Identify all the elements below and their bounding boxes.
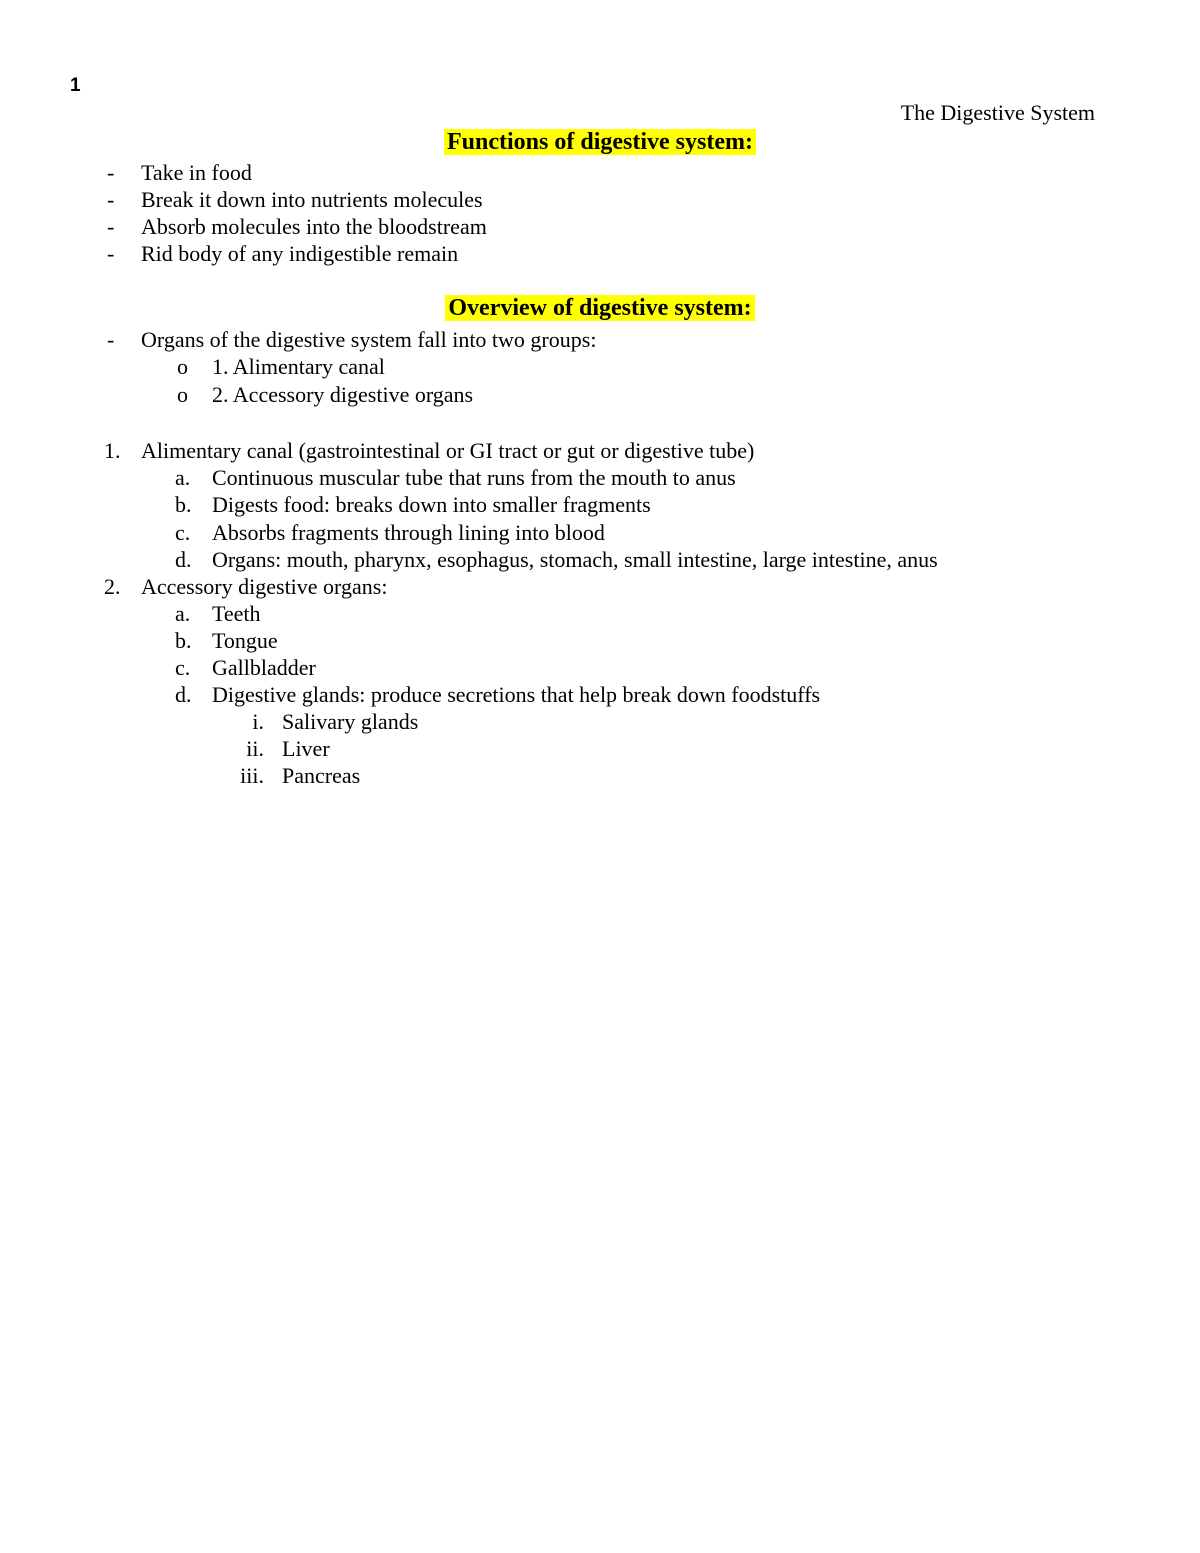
- outline-letter: c.: [175, 655, 191, 680]
- bullet-marker: -: [107, 187, 115, 212]
- outline-subitem: Absorbs fragments through lining into blood: [212, 520, 605, 545]
- functions-item: Absorb molecules into the bloodstream: [141, 214, 487, 239]
- running-title: The Digestive System: [900, 100, 1095, 125]
- bullet-marker: -: [107, 327, 115, 352]
- outline-subsubitem: Salivary glands: [282, 709, 419, 734]
- sub-bullet-marker: o: [177, 382, 188, 407]
- functions-item: Break it down into nutrients molecules: [141, 187, 483, 212]
- bullet-marker: -: [107, 160, 115, 185]
- outline-subsubitem: Pancreas: [282, 763, 361, 788]
- overview-intro: Organs of the digestive system fall into two groups:: [141, 327, 597, 352]
- outline-letter: a.: [175, 601, 191, 626]
- overview-heading: [0, 295, 1200, 322]
- outline-item-alimentary-canal: Alimentary canal (gastrointestinal or GI tract or gut or digestive tube): [141, 438, 755, 463]
- bullet-marker: -: [107, 241, 115, 266]
- outline-subitem: Continuous muscular tube that runs from the mouth to anus: [212, 465, 736, 490]
- outline-letter: b.: [175, 628, 192, 653]
- bullet-marker: -: [107, 214, 115, 239]
- outline-roman: ii.: [246, 736, 264, 761]
- outline-subitem: Digestive glands: produce secretions that help break down foodstuffs: [212, 682, 821, 707]
- outline-letter: a.: [175, 465, 191, 490]
- overview-heading-text: Overview of digestive system:: [445, 295, 754, 321]
- outline-subitem: Organs: mouth, pharynx, esophagus, stomach, small intestine, large intestine, anus: [212, 547, 938, 572]
- outline-letter: d.: [175, 682, 192, 707]
- page-number: 1: [70, 75, 81, 96]
- outline-number: 2.: [104, 574, 121, 599]
- overview-group: 1. Alimentary canal: [212, 354, 385, 379]
- overview-group: 2. Accessory digestive organs: [212, 382, 474, 407]
- outline-item-accessory-organs: Accessory digestive organs:: [141, 574, 388, 599]
- outline-subitem: Gallbladder: [212, 655, 316, 680]
- functions-item: Rid body of any indigestible remain: [141, 241, 459, 266]
- outline-letter: c.: [175, 520, 191, 545]
- outline-subitem: Teeth: [212, 601, 261, 626]
- outline-roman: i.: [252, 709, 264, 734]
- outline-roman: iii.: [240, 763, 264, 788]
- functions-heading: [0, 129, 1200, 156]
- outline-subitem: Tongue: [212, 628, 278, 653]
- outline-subsubitem: Liver: [282, 736, 330, 761]
- outline-number: 1.: [104, 438, 121, 463]
- outline-letter: b.: [175, 492, 192, 517]
- outline-subitem: Digests food: breaks down into smaller fragments: [212, 492, 651, 517]
- outline-letter: d.: [175, 547, 192, 572]
- functions-item: Take in food: [141, 160, 252, 185]
- sub-bullet-marker: o: [177, 354, 188, 379]
- functions-heading-text: Functions of digestive system:: [444, 129, 756, 155]
